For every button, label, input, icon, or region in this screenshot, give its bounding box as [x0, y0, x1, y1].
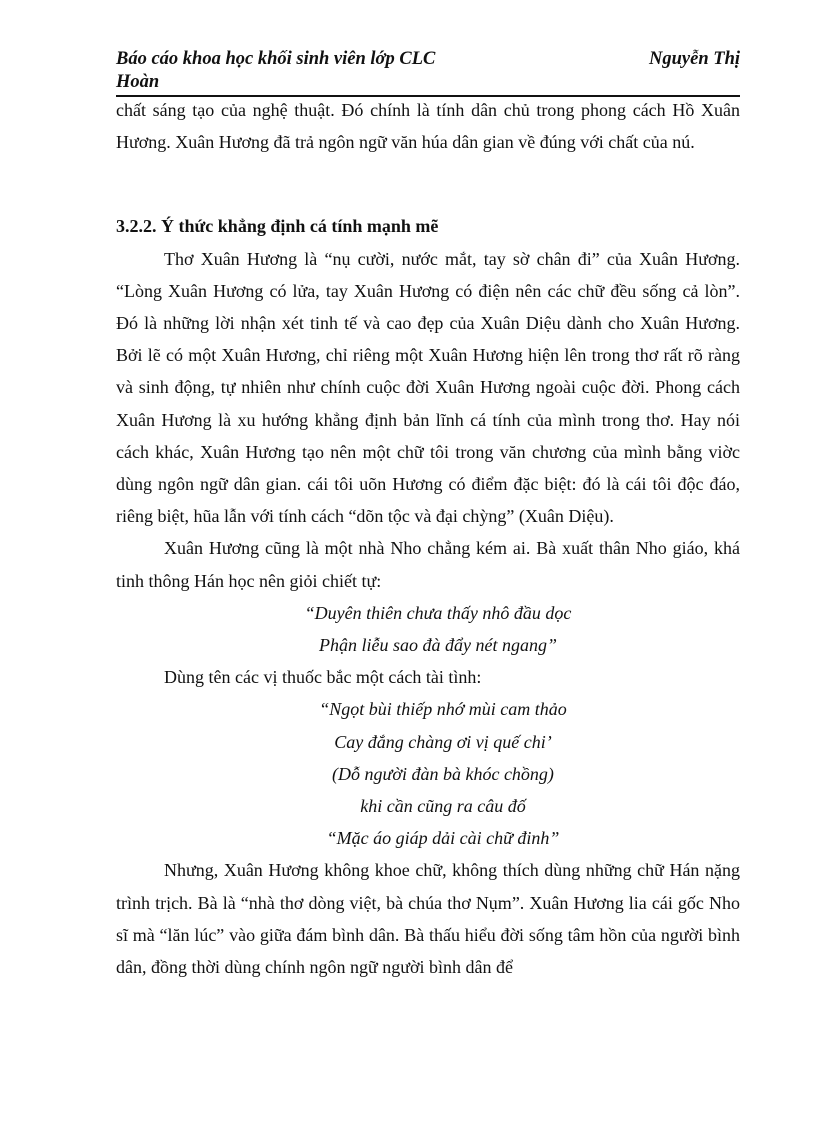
poem-line: (Dỗ người đàn bà khóc chồng) [332, 763, 554, 784]
document-body [116, 94, 740, 983]
header-author-name: Nguyễn Thị [649, 49, 740, 69]
paragraph-4: Nhưng, Xuân Hương không khoe chữ, không thích dùng những chữ Hán nặng trình trịch. Bà là “nhà thơ dòng việt, bà chúa thơ Nụm”. Xuân Hương lia cái gốc Nho sĩ mà “lăn lúc” vào giữa đám bình dân. Bà thấu hiểu đời sống tâm hồn của người bình dân, đồng thời dùng chính ngôn ngữ người bình dân để [116, 860, 740, 978]
paragraph-1: Thơ Xuân Hương là “nụ cười, nước mắt, tay sờ chân đi” của Xuân Hương. “Lòng Xuân Hương có lửa, tay Xuân Hương có điện nên các chữ đều sống cả lòn”. Đó là những lời nhận xét tinh tế và cao đẹp của Xuân Diệu dành cho Xuân Hương. Bởi lẽ có một Xuân Hương, chỉ riêng một Xuân Hương hiện lên trong thơ rất rõ ràng và sinh động, tự nhiên như chính cuộc đời Xuân Hương ngoài cuộc đời. Phong cách Xuân Hương là xu hướng khẳng định bản lĩnh cá tính của mình trong thơ. Hay nói cách khác, Xuân Hương tạo nên một chữ tôi trong văn chương của mình bằng viờc dùng ngôn ngữ dân gian. cái tôi uõn Hương có điểm đặc biệt: đó là cái tôi độc đáo, riêng biệt, hũa lẫn với tính cách “dõn tộc và đại chỳng” (Xuân Diệu). [116, 248, 740, 527]
paragraph-3: Dùng tên các vị thuốc bắc một cách tài tình: [164, 667, 482, 688]
poem-line: Phận liễu sao đà đẩy nét ngang” [319, 635, 557, 656]
poem-excerpt-1 [116, 597, 740, 661]
poem-line: Cay đắng chàng ơi vị quế chi’ [334, 731, 552, 752]
paragraph-2: Xuân Hương cũng là một nhà Nho chẳng kém ai. Bà xuất thân Nho giáo, khá tinh thông Hán học nên giỏi chiết tự: [116, 538, 740, 591]
poem-line: “Ngọt bùi thiếp nhớ mùi cam thảo [319, 699, 567, 720]
header-author-surname: Hoàn [116, 72, 160, 92]
section-title: 3.2.2. Ý thức khẳng định cá tính mạnh mẽ [116, 216, 439, 237]
header-report-title: Báo cáo khoa học khối sinh viên lớp CLC [116, 49, 436, 69]
page-header [116, 48, 740, 97]
poem-excerpt-2 [116, 693, 740, 854]
poem-line: “Duyên thiên chưa thấy nhô đầu dọc [304, 602, 572, 623]
poem-line: “Mặc áo giáp dải cài chữ đinh” [326, 828, 560, 849]
poem-line: khi cần cũng ra câu đố [360, 796, 526, 817]
paragraph-continued: chất sáng tạo của nghệ thuật. Đó chính là tính dân chủ trong phong cách Hồ Xuân Hương. Xuân Hương đã trả ngôn ngữ văn húa dân gian về đúng với chất của nú. [116, 100, 740, 153]
